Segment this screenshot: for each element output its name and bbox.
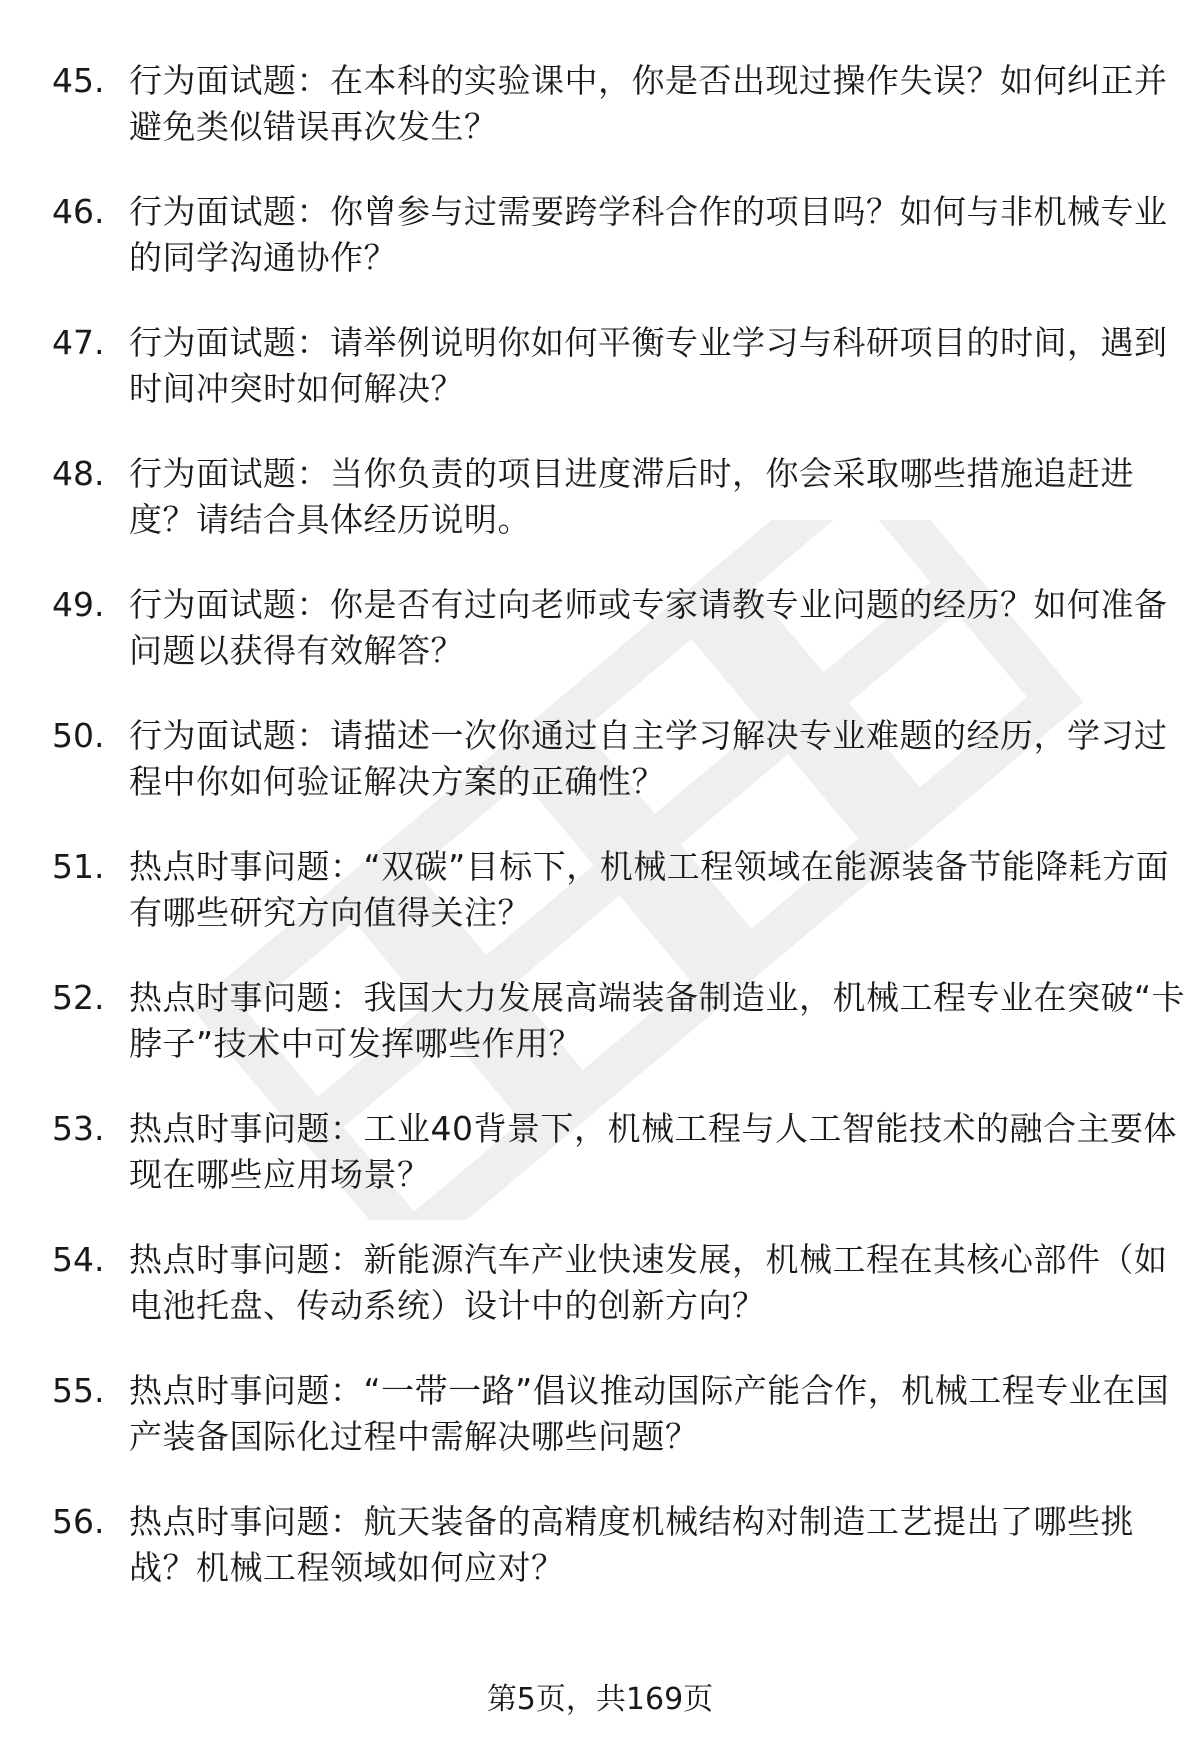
list-item [52,713,1168,844]
question-number: 52. [52,978,105,1017]
page-footer: 第5页，共169页 [486,1682,714,1717]
question-number: 47. [52,323,105,362]
question-text: 热点时事问题：工业40背景下，机械工程与人工智能技术的融合主要体现在哪些应用场景？ [129,1109,1177,1194]
question-text: 热点时事问题：“双碳”目标下，机械工程领域在能源装备节能降耗方面有哪些研究方向值得关注？ [129,847,1170,932]
list-item [52,844,1170,975]
list-item [52,1237,1168,1368]
question-number: 51. [52,847,105,886]
question-number: 46. [52,192,105,231]
question-number: 49. [52,585,105,624]
question-number: 48. [52,454,105,493]
list-item [52,1499,1152,1630]
question-number: 56. [52,1502,105,1541]
question-text: 行为面试题：当你负责的项目进度滞后时，你会采取哪些措施追赶进度？请结合具体经历说明。 [129,454,1134,539]
question-text: 行为面试题：请描述一次你通过自主学习解决专业难题的经历，学习过程中你如何验证解决方案的正确性？ [129,716,1168,801]
question-text: 热点时事问题：新能源汽车产业快速发展，机械工程在其核心部件（如电池托盘、传动系统）设计中的创新方向？ [129,1240,1168,1325]
list-item [52,1368,1170,1499]
question-text: 行为面试题：你是否有过向老师或专家请教专业问题的经历？如何准备问题以获得有效解答？ [129,585,1168,670]
list-item [52,1106,1177,1237]
question-number: 50. [52,716,105,755]
question-number: 45. [52,61,105,100]
question-number: 54. [52,1240,105,1279]
question-number: 53. [52,1109,105,1148]
question-text: 热点时事问题：“一带一路”倡议推动国际产能合作，机械工程专业在国产装备国际化过程中需解决哪些问题？ [129,1371,1170,1456]
list-item [52,320,1168,451]
question-list [52,58,1186,1630]
list-item [52,189,1168,320]
list-item [52,58,1168,189]
question-text: 热点时事问题：航天装备的高精度机械结构对制造工艺提出了哪些挑战？机械工程领域如何应对？ [129,1502,1134,1587]
question-number: 55. [52,1371,105,1410]
list-item [52,451,1152,582]
question-text: 热点时事问题：我国大力发展高端装备制造业，机械工程专业在突破“卡脖子”技术中可发挥哪些作用？ [129,978,1186,1063]
question-text: 行为面试题：请举例说明你如何平衡专业学习与科研项目的时间，遇到时间冲突时如何解决？ [129,323,1168,408]
list-item [52,975,1186,1106]
question-text: 行为面试题：在本科的实验课中，你是否出现过操作失误？如何纠正并避免类似错误再次发生？ [129,61,1168,146]
question-text: 行为面试题：你曾参与过需要跨学科合作的项目吗？如何与非机械专业的同学沟通协作？ [129,192,1168,277]
list-item [52,582,1168,713]
